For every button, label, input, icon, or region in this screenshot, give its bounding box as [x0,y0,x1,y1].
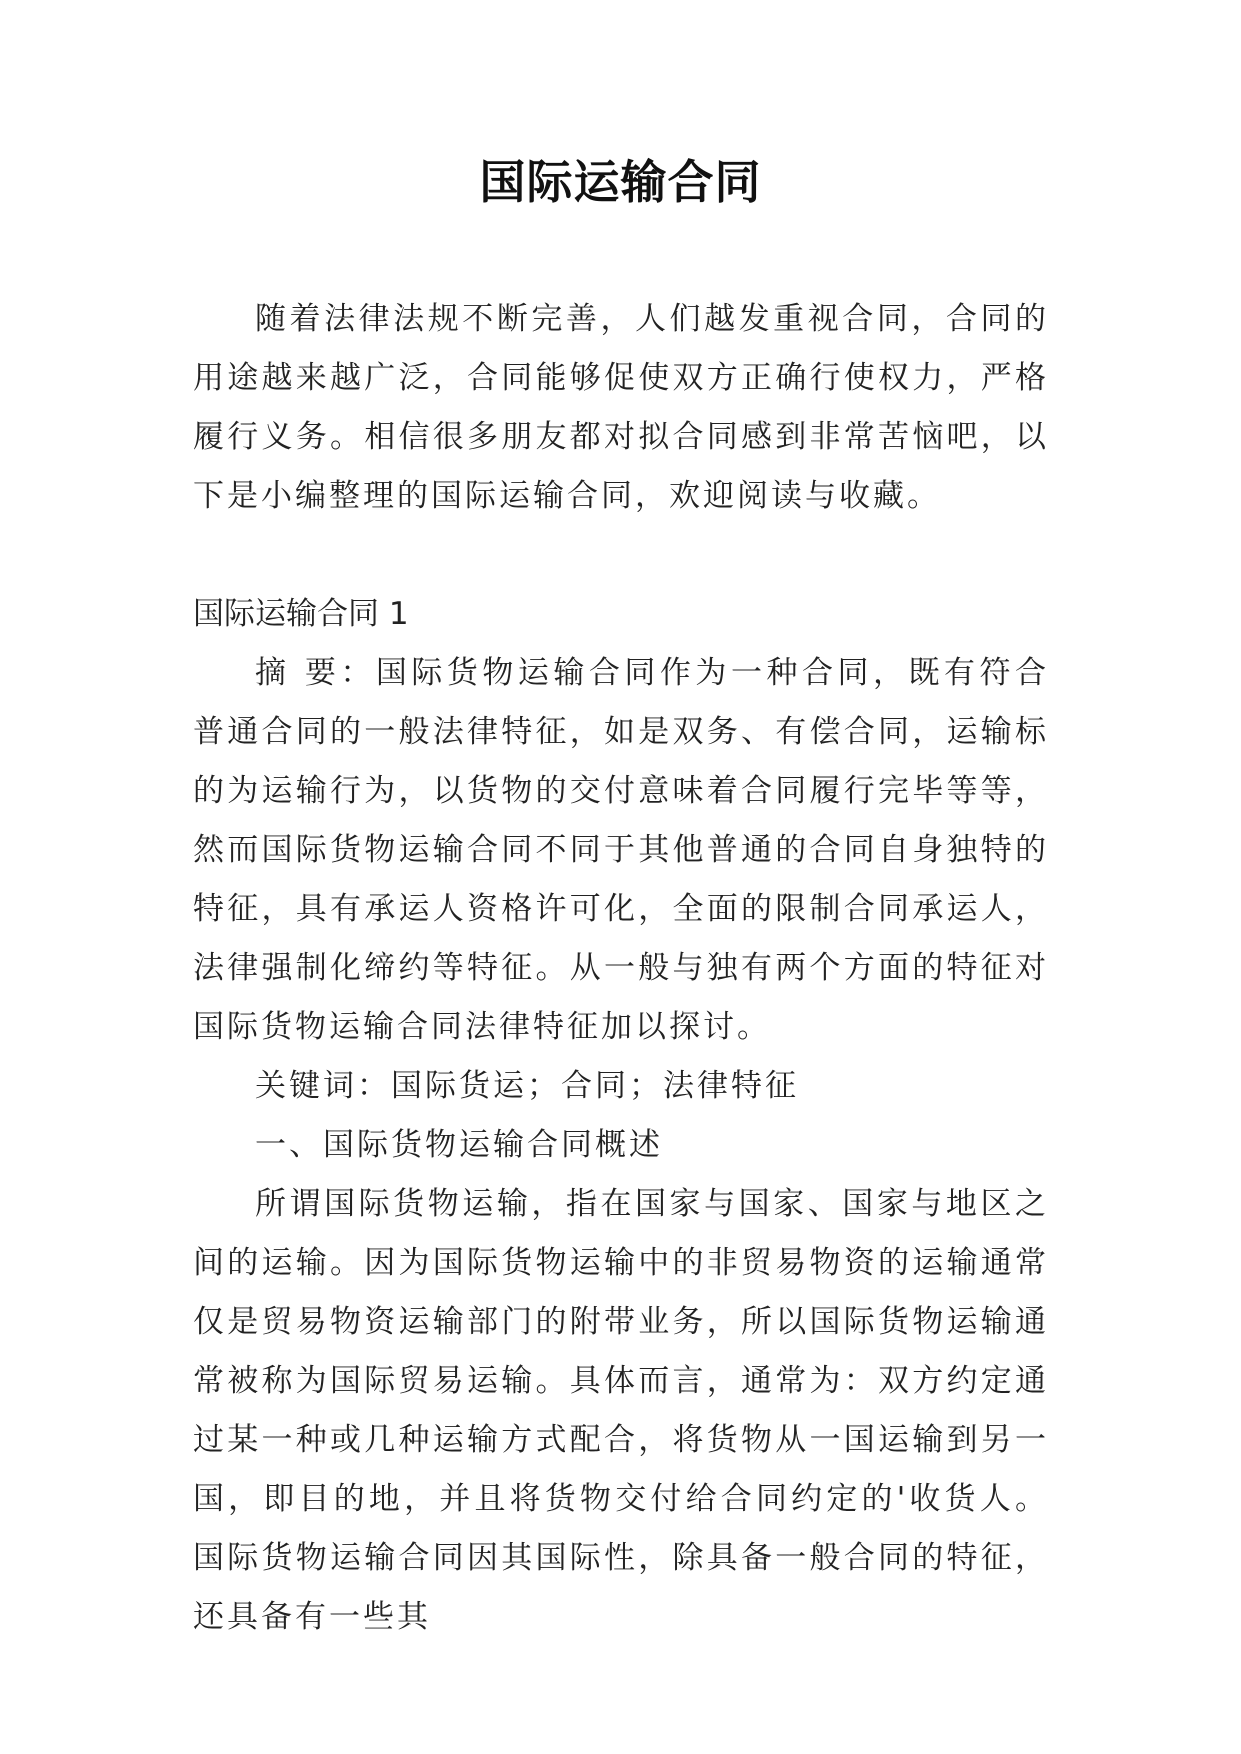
abstract-paragraph: 摘 要：国际货物运输合同作为一种合同，既有符合普通合同的一般法律特征，如是双务、有偿合同，运输标的为运输行为，以货物的交付意味着合同履行完毕等等，然而国际货物运输合同不同于其他普通的合同自身独特的特征，具有承运人资格许可化，全面的限制合同承运人，法律强制化缔约等特征。从一般与独有两个方面的特征对国际货物运输合同法律特征加以探讨。 [193,655,1049,1045]
subheading-overview: 一、国际货物运输合同概述 [255,1127,663,1163]
section-heading: 国际运输合同 1 [193,596,409,632]
keywords-paragraph: 关键词：国际货运；合同；法律特征 [255,1068,799,1104]
document-title: 国际运输合同 [479,155,762,209]
intro-paragraph: 随着法律法规不断完善，人们越发重视合同，合同的用途越来越广泛，合同能够促使双方正确行使权力，严格履行义务。相信很多朋友都对拟合同感到非常苦恼吧，以下是小编整理的国际运输合同，欢迎阅读与收藏。 [193,301,1049,514]
body-paragraph: 所谓国际货物运输，指在国家与国家、国家与地区之间的运输。因为国际货物运输中的非贸易物资的运输通常仅是贸易物资运输部门的附带业务，所以国际货物运输通常被称为国际贸易运输。具体而言，通常为：双方约定通过某一种或几种运输方式配合，将货物从一国运输到另一国，即目的地，并且将货物交付给合同约定的'收货人。国际货物运输合同因其国际性，除具备一般合同的特征，还具备有一些其 [193,1186,1049,1635]
document-body [193,290,1049,1647]
